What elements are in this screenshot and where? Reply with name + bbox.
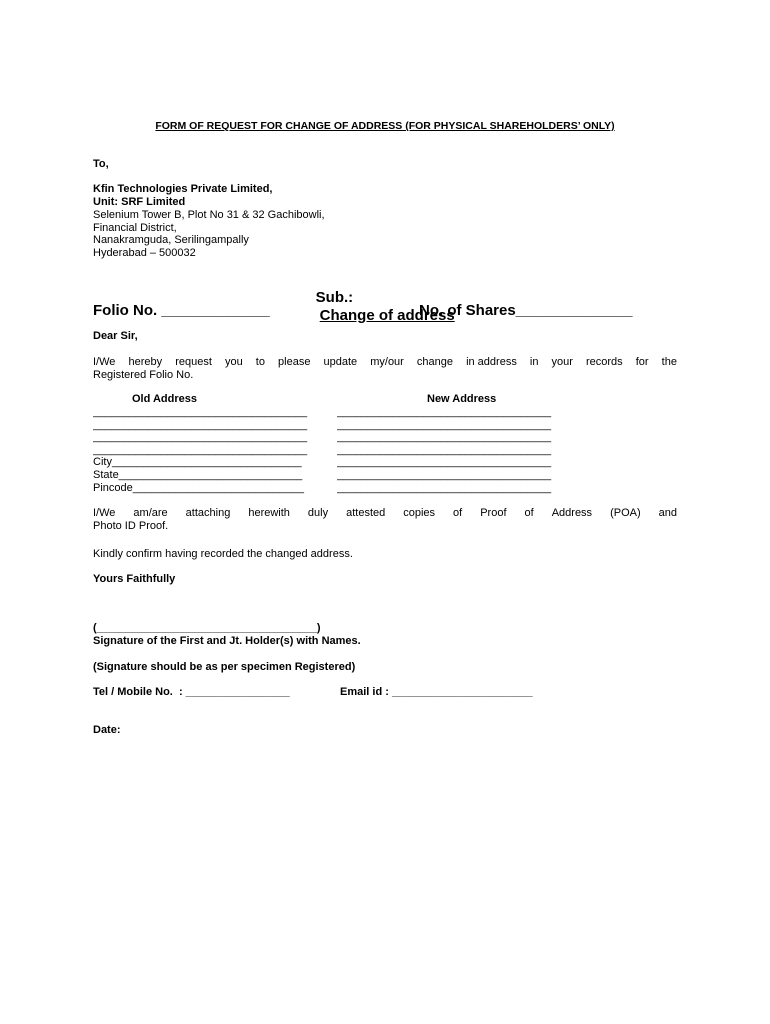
old-address-state[interactable]: State______________________________ [93, 469, 303, 481]
addressee-line1: Selenium Tower B, Plot No 31 & 32 Gachibowli, [93, 209, 325, 221]
addressee-line4: Hyderabad – 500032 [93, 247, 196, 259]
attaching-word: duly [307, 507, 329, 519]
old-address-city[interactable]: City_______________________________ [93, 456, 302, 468]
request-word: update [323, 356, 358, 368]
addressee-line3: Nanakramguda, Serilingampally [93, 234, 249, 246]
signature-field[interactable]: (____________________________________) [93, 622, 321, 634]
new-address-line-1[interactable]: ___________________________________ [337, 406, 552, 418]
attaching-word: attested [346, 507, 386, 519]
request-line1 [93, 356, 677, 369]
attaching-word: of [453, 507, 463, 519]
old-address-line-1[interactable]: ___________________________________ [93, 406, 308, 418]
addressee-company: Kfin Technologies Private Limited, [93, 183, 273, 195]
subject-prefix: Sub.: [315, 289, 354, 306]
old-address-heading: Old Address [132, 393, 197, 405]
old-address-line-2[interactable]: ___________________________________ [93, 419, 308, 431]
request-word: request [175, 356, 212, 368]
old-address-pincode[interactable]: Pincode____________________________ [93, 482, 305, 494]
to-line: To, [93, 158, 109, 170]
salutation: Dear Sir, [93, 330, 138, 342]
request-word: I/We [93, 356, 116, 368]
request-word: hereby [128, 356, 163, 368]
form-title: FORM OF REQUEST FOR CHANGE OF ADDRESS (FOR PHYSICAL SHAREHOLDERS’ ONLY) [155, 120, 615, 132]
folio-field[interactable]: Folio No. _____________ [93, 302, 270, 319]
attaching-word: of [524, 507, 534, 519]
new-address-line-2[interactable]: ___________________________________ [337, 419, 552, 431]
specimen-note: (Signature should be as per specimen Registered) [93, 661, 356, 673]
new-address-line-7[interactable]: ___________________________________ [337, 482, 552, 494]
closing-line: Yours Faithfully [93, 573, 176, 585]
addressee-line2: Financial District, [93, 222, 177, 234]
new-address-line-6[interactable]: ___________________________________ [337, 469, 552, 481]
attaching-word: am/are [133, 507, 168, 519]
request-word: in address [466, 356, 517, 368]
tel-field[interactable]: Tel / Mobile No. : _________________ [93, 686, 290, 698]
old-address-line-4[interactable]: ___________________________________ [93, 444, 308, 456]
request-word: you [224, 356, 243, 368]
email-field[interactable]: Email id : _______________________ [340, 686, 533, 698]
date-field[interactable]: Date: [93, 724, 121, 736]
attaching-word: attaching [185, 507, 231, 519]
attaching-word: and [658, 507, 677, 519]
new-address-line-3[interactable]: ___________________________________ [337, 431, 552, 443]
addressee-unit: Unit: SRF Limited [93, 196, 186, 208]
request-word: change [416, 356, 453, 368]
new-address-line-4[interactable]: ___________________________________ [337, 444, 552, 456]
attaching-line2: Photo ID Proof. [93, 520, 169, 532]
request-word: to [255, 356, 265, 368]
signature-label: Signature of the First and Jt. Holder(s) with Names. [93, 635, 361, 647]
old-address-line-3[interactable]: ___________________________________ [93, 431, 308, 443]
new-address-line-5[interactable]: ___________________________________ [337, 456, 552, 468]
request-line2: Registered Folio No. [93, 369, 194, 381]
attaching-word: (POA) [610, 507, 641, 519]
attaching-line1 [93, 507, 677, 520]
attaching-word: Proof [480, 507, 507, 519]
subject-text: Change of address [319, 307, 455, 324]
request-word: for [635, 356, 649, 368]
request-word: please [278, 356, 311, 368]
new-address-heading: New Address [427, 393, 497, 405]
request-word: in [529, 356, 539, 368]
request-word: records [585, 356, 623, 368]
shares-field[interactable]: No. of Shares______________ [419, 302, 633, 319]
request-word: my/our [370, 356, 404, 368]
request-word: the [661, 356, 677, 368]
confirm-line: Kindly confirm having recorded the changed address. [93, 548, 353, 560]
attaching-word: herewith [248, 507, 290, 519]
attaching-word: I/We [93, 507, 116, 519]
attaching-word: copies [403, 507, 436, 519]
attaching-word: Address [551, 507, 593, 519]
request-word: your [551, 356, 573, 368]
